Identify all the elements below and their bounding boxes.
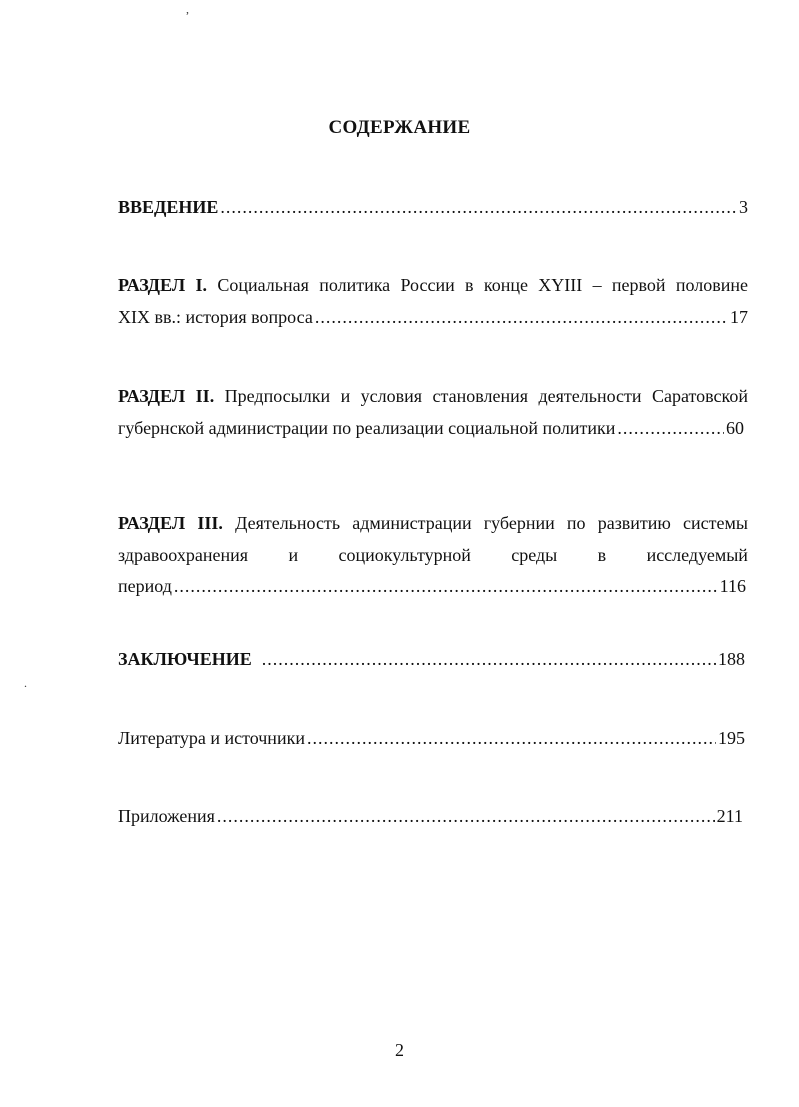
toc-entry-section3-line2: [118, 544, 748, 566]
dot-leader: [262, 648, 716, 670]
page-number: 2: [395, 1040, 404, 1060]
toc-entry-page: 116: [719, 576, 746, 596]
dot-leader: [217, 805, 715, 827]
section-word: в: [597, 545, 607, 565]
section-word: исследуемый: [646, 545, 748, 565]
toc-entry-conclusion[interactable]: [118, 648, 745, 670]
toc-entry-page: 195: [718, 728, 745, 748]
section-label: РАЗДЕЛ III.: [118, 513, 236, 533]
toc-entry-label: ВВЕДЕНИЕ: [118, 197, 219, 217]
section-title-line1: Деятельность администрации губернии по развитию системы: [235, 513, 749, 533]
toc-entry-page: 188: [718, 649, 745, 669]
section-title-line2: XIX вв.: история вопроса: [118, 307, 313, 327]
toc-entry-label: Литература и источники: [118, 728, 305, 748]
section-word: социокультурной: [338, 545, 471, 565]
section-label: РАЗДЕЛ II.: [118, 386, 225, 406]
section-title-line3: период: [118, 576, 172, 596]
toc-entry-section1[interactable]: [118, 306, 748, 328]
toc-entry-page: 3: [739, 197, 748, 217]
toc-entry-section3[interactable]: [118, 575, 746, 597]
dot-leader: [617, 417, 724, 439]
toc-entry-page: 17: [730, 307, 748, 327]
section-word: здравоохранения: [118, 545, 249, 565]
toc-entry-page: 211: [716, 806, 743, 826]
dot-leader: [220, 196, 737, 218]
scan-mark-top: ,: [186, 2, 189, 16]
toc-entry-section1-line1: [118, 274, 748, 296]
dot-leader: [174, 575, 718, 597]
section-title-line1: Социальная политика России в конце XYIII – первой половине: [217, 275, 748, 295]
section-title-line2: губернской администрации по реализации социальной политики: [118, 418, 616, 438]
page-title: СОДЕРЖАНИЕ: [328, 117, 471, 138]
section-word: и: [288, 545, 299, 565]
toc-entry-appendix[interactable]: [118, 805, 743, 827]
toc-entry-section2-line1: [118, 385, 748, 407]
section-label: РАЗДЕЛ I.: [118, 275, 218, 295]
toc-entry-section2[interactable]: [118, 417, 744, 439]
dot-leader: [307, 727, 716, 749]
toc-entry-label: Приложения: [118, 806, 215, 826]
toc-entry-page: 60: [726, 418, 744, 438]
toc-entry-introduction[interactable]: [118, 196, 748, 218]
dot-leader: [315, 306, 728, 328]
section-word: среды: [511, 545, 558, 565]
toc-entry-label: ЗАКЛЮЧЕНИЕ: [118, 649, 252, 669]
scan-mark-left: .: [24, 676, 27, 690]
toc-entry-literature[interactable]: [118, 727, 745, 749]
toc-entry-section3-line1: [118, 512, 748, 534]
section-title-line1: Предпосылки и условия становления деятельности Саратовской: [224, 386, 748, 406]
